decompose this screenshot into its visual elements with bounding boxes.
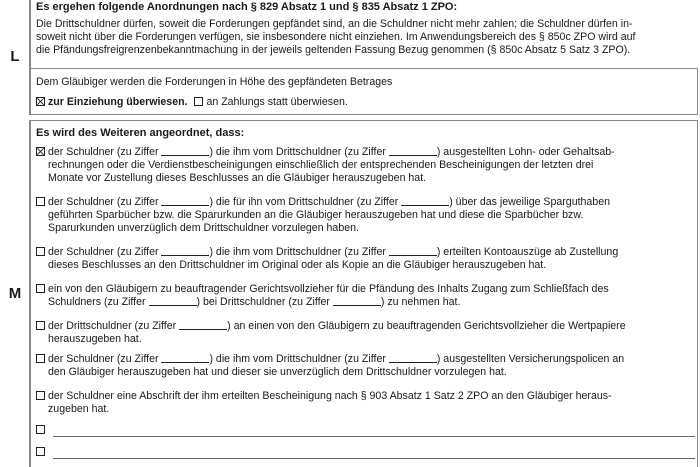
ziffer-field[interactable] [389,354,437,363]
ziffer-field[interactable] [401,197,449,206]
order-item-5-checkbox[interactable] [36,321,45,330]
order-item-7: der Schuldner eine Abschrift der ihm erteilten Bescheinigung nach § 903 Absatz 1 Satz 2 ZPO an den Gläubiger heraus- zugeben hat. [36,390,696,416]
section-m-letter: M [8,285,22,302]
order-item-2: der Schuldner (zu Ziffer ) die für ihn vom Drittschuldner (zu Ziffer ) über das jeweilige Sparguthaben geführten Sparbücher bzw. die Sparurkunden an die Gläubiger herauszugeben hat und diese die Sparbücher bzw. Sparurkunden unverzüglich dem Drittschuldner vorzulegen haben. [36,196,696,235]
ziffer-field[interactable] [161,247,209,256]
ziffer-field[interactable] [161,354,209,363]
free-option-1 [36,424,696,437]
ziffer-field[interactable] [333,297,381,306]
order-item-4: ein von den Gläubigern zu beauftragender Gerichtsvollzieher für die Pfändung des Inhalts Zugang zum Schließfach des Schuldners (zu Ziffer ) bei Drittschuldner (zu Ziffer ) zu nehmen hat. [36,283,696,309]
payment-label: an Zahlungs statt überwiesen. [206,96,348,108]
ziffer-field[interactable] [161,197,209,206]
free-option-2-line[interactable] [53,458,695,459]
ziffer-field[interactable] [161,147,209,156]
free-option-1-checkbox[interactable] [36,425,45,434]
ziffer-field[interactable] [389,247,437,256]
overtransfer-intro: Dem Gläubiger werden die Forderungen in Höhe des gepfändeten Betrages [36,76,393,88]
ziffer-field[interactable] [389,147,437,156]
order-item-7-checkbox[interactable] [36,391,45,400]
section-l-letter: L [10,48,20,65]
free-option-2-checkbox[interactable] [36,447,45,456]
section-m-heading: Es wird des Weiteren angeordnet, dass: [36,127,245,139]
section-l-line-1: Die Drittschuldner dürfen, soweit die Forderungen gepfändet sind, an die Schuldner nicht mehr zahlen; die Schuldner dürfen in- [36,18,633,30]
section-l-heading: Es ergehen folgende Anordnungen nach § 829 Absatz 1 und § 835 Absatz 1 ZPO: [36,1,458,13]
ziffer-field[interactable] [179,321,227,330]
payment-checkbox[interactable] [194,97,203,106]
collection-label: zur Einziehung überwiesen. [48,96,188,108]
order-item-2-checkbox[interactable] [36,197,45,206]
free-option-1-line[interactable] [53,436,695,437]
collection-checkbox[interactable] [36,97,45,106]
order-item-3-checkbox[interactable] [36,247,45,256]
order-item-4-checkbox[interactable] [36,284,45,293]
order-item-3: der Schuldner (zu Ziffer ) die ihm vom Drittschuldner (zu Ziffer ) erteilten Kontoauszüge ab Zustellung dieses Beschlusses an den Drittschuldner im Original oder als Kopie an die Gläubiger herauszugeben hat. [36,246,696,272]
order-item-6-checkbox[interactable] [36,354,45,363]
order-item-5: der Drittschuldner (zu Ziffer ) an einen von den Gläubigern zu beauftragenden Gerichtsvollzieher die Wertpapiere herauszugeben hat. [36,320,696,346]
free-option-2 [36,446,696,459]
section-l-line-3: die Pfändungsfreigrenzenbekanntmachung in der jeweils geltenden Fassung Bezug genommen (§ 850c Absatz 5 Satz 3 ZPO). [36,44,631,56]
ziffer-field[interactable] [149,297,197,306]
order-item-1-checkbox[interactable] [36,147,45,156]
order-item-1: der Schuldner (zu Ziffer ) die ihm vom Drittschuldner (zu Ziffer ) ausgestellten Lohn- oder Gehaltsab- rechnungen oder die Verdienstbescheinigungen einschließlich der entsprechenden Bescheinigungen der letzten drei Monate vor Zustellung dieses Beschlusses an die Gläubiger herauszugeben hat. [36,146,696,185]
section-l-line-2: soweit nicht über die Forderungen verfügen, sie insbesondere nicht einziehen. Im Anwendungsbereich des § 850c ZPO wird auf [36,31,636,43]
order-item-6: der Schuldner (zu Ziffer ) die ihm vom Drittschuldner (zu Ziffer ) ausgestellten Versicherungspolicen an den Gläubiger herauszugeben hat und dieser sie unverzüglich dem Drittschuldner vorzulegen hat. [36,353,696,379]
overtransfer-options [36,96,696,109]
